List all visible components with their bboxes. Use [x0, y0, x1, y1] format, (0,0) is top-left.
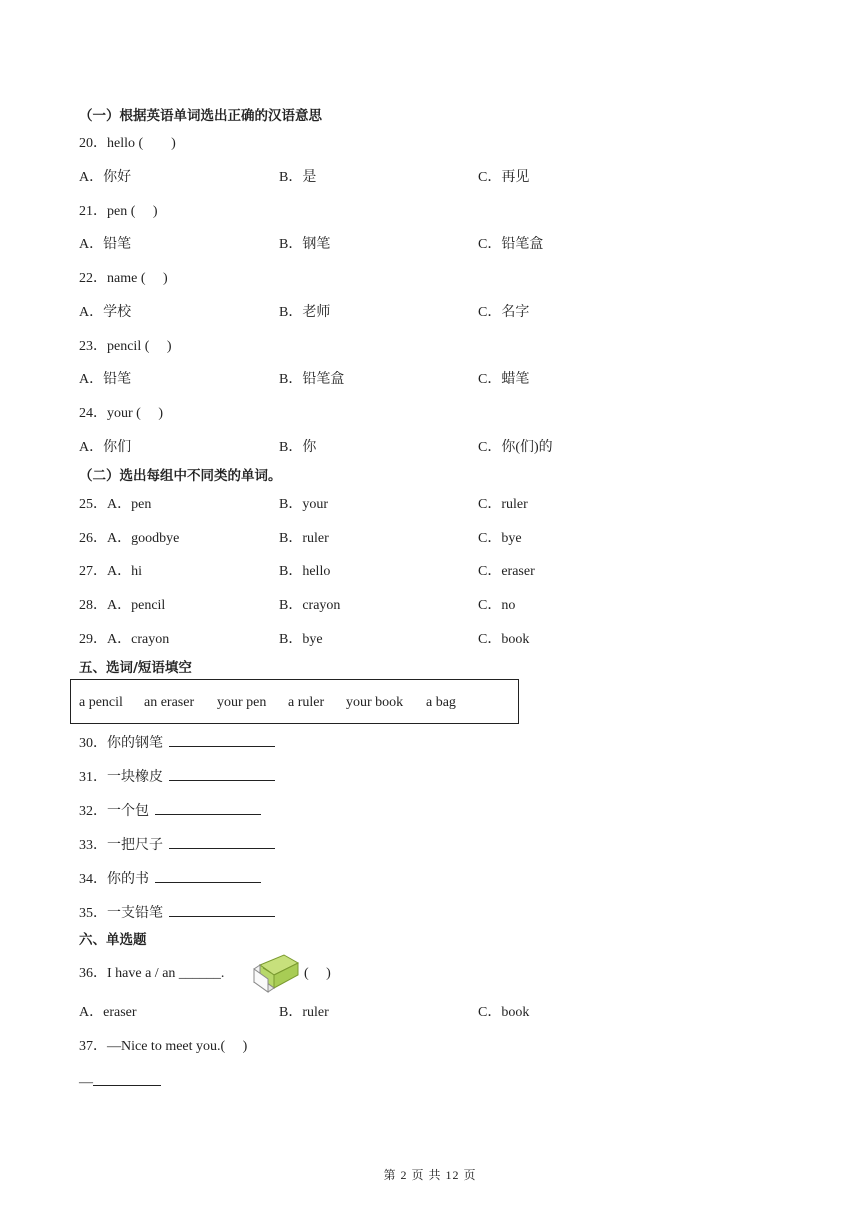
eraser-icon — [252, 951, 300, 993]
answer-blank[interactable] — [169, 767, 275, 781]
section-heading-6: 六、单选题 — [79, 932, 147, 948]
fill-item-34 — [79, 869, 261, 889]
option-24-a[interactable]: A．你们 — [79, 440, 132, 455]
word-bank-item: a ruler — [288, 695, 325, 710]
option-28-c[interactable]: C．no — [478, 598, 516, 613]
option-36-a[interactable]: A．eraser — [79, 1005, 137, 1020]
option-24-c[interactable]: C．你(们)的 — [478, 440, 553, 455]
question-stem-20: 20．hello ( ) — [79, 136, 176, 151]
option-20-a[interactable]: A．你好 — [79, 170, 132, 185]
word-bank-item: a bag — [426, 695, 456, 710]
dash: — — [79, 1075, 93, 1090]
option-20-c[interactable]: C．再见 — [478, 170, 530, 185]
question-stem-37: 37．—Nice to meet you.( ) — [79, 1039, 248, 1054]
option-36-c[interactable]: C．book — [478, 1005, 530, 1020]
option-26-a[interactable]: 26．A．goodbye — [79, 531, 180, 546]
option-27-b[interactable]: B．hello — [279, 564, 331, 579]
section-heading-5: 五、选词/短语填空 — [79, 660, 192, 676]
fill-item-33 — [79, 835, 275, 855]
question-stem-23: 23．pencil ( ) — [79, 339, 172, 354]
option-26-c[interactable]: C．bye — [478, 531, 522, 546]
fill-item-label: 32．一个包 — [79, 804, 149, 819]
option-36-b[interactable]: B．ruler — [279, 1005, 329, 1020]
fill-item-35 — [79, 903, 275, 923]
page-footer: 第 2 页 共 12 页 — [383, 1168, 477, 1182]
fill-item-label: 35．一支铅笔 — [79, 906, 163, 921]
option-24-b[interactable]: B．你 — [279, 440, 317, 455]
option-23-b[interactable]: B．铅笔盒 — [279, 372, 345, 387]
option-25-a[interactable]: 25．A．pen — [79, 497, 152, 512]
option-21-b[interactable]: B．钢笔 — [279, 237, 331, 252]
question-stem-21: 21．pen ( ) — [79, 204, 158, 219]
option-20-b[interactable]: B．是 — [279, 170, 317, 185]
answer-blank[interactable] — [93, 1072, 161, 1086]
fill-item-label: 30．你的钢笔 — [79, 736, 163, 751]
fill-item-label: 33．一把尺子 — [79, 838, 163, 853]
fill-item-label: 34．你的书 — [79, 872, 149, 887]
option-27-a[interactable]: 27．A．hi — [79, 564, 142, 579]
option-29-c[interactable]: C．book — [478, 632, 530, 647]
question-36-paren[interactable]: ( ) — [304, 966, 331, 981]
option-25-b[interactable]: B．your — [279, 497, 328, 512]
question-stem-36: 36．I have a / an ______. — [79, 966, 225, 981]
section-heading-2: （二）选出每组中不同类的单词。 — [79, 468, 282, 484]
option-22-c[interactable]: C．名字 — [478, 305, 530, 320]
answer-blank[interactable] — [169, 835, 275, 849]
answer-blank[interactable] — [155, 869, 261, 883]
option-21-a[interactable]: A．铅笔 — [79, 237, 132, 252]
option-22-a[interactable]: A．学校 — [79, 305, 132, 320]
option-26-b[interactable]: B．ruler — [279, 531, 329, 546]
option-28-a[interactable]: 28．A．pencil — [79, 598, 166, 613]
fill-item-30 — [79, 733, 275, 753]
option-22-b[interactable]: B．老师 — [279, 305, 331, 320]
question-stem-24: 24．your ( ) — [79, 406, 163, 421]
answer-blank[interactable] — [169, 903, 275, 917]
answer-blank[interactable] — [155, 801, 261, 815]
option-21-c[interactable]: C．铅笔盒 — [478, 237, 544, 252]
option-29-b[interactable]: B．bye — [279, 632, 323, 647]
word-bank-box — [70, 679, 519, 724]
answer-blank[interactable] — [169, 733, 275, 747]
option-28-b[interactable]: B．crayon — [279, 598, 341, 613]
option-23-a[interactable]: A．铅笔 — [79, 372, 132, 387]
fill-item-31 — [79, 767, 275, 787]
word-bank-item: an eraser — [144, 695, 195, 710]
option-27-c[interactable]: C．eraser — [478, 564, 535, 579]
question-stem-22: 22．name ( ) — [79, 271, 168, 286]
word-bank-item: your book — [346, 695, 404, 710]
option-25-c[interactable]: C．ruler — [478, 497, 528, 512]
word-bank-item: your pen — [217, 695, 267, 710]
word-bank-item: a pencil — [79, 695, 123, 710]
fill-item-32 — [79, 801, 261, 821]
option-29-a[interactable]: 29．A．crayon — [79, 632, 170, 647]
option-23-c[interactable]: C．蜡笔 — [478, 372, 530, 387]
fill-item-label: 31．一块橡皮 — [79, 770, 163, 785]
section-heading-1: （一）根据英语单词选出正确的汉语意思 — [79, 108, 322, 124]
answer-line-37 — [79, 1072, 161, 1092]
